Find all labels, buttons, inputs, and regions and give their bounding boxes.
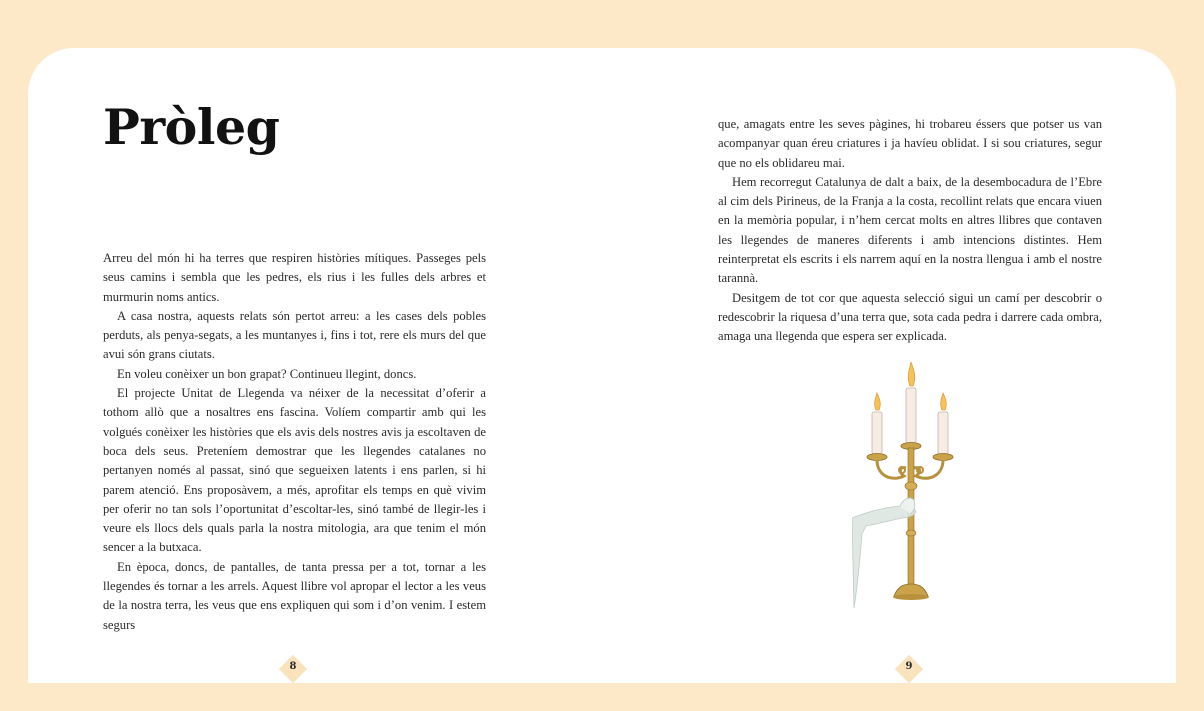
paragraph: En voleu conèixer un bon grapat? Continueu llegint, doncs.	[117, 366, 417, 381]
left-body-text	[103, 249, 486, 635]
candelabra-icon	[852, 358, 982, 608]
page-number-left	[278, 654, 308, 684]
right-page	[602, 48, 1176, 683]
right-body-text	[718, 115, 1102, 347]
page-number-right	[894, 654, 924, 684]
paragraph: Desitgem de tot cor que aquesta selecció sigui un camí per descobrir o redescobrir la riquesa d’una terra que, sota cada pedra i darrere cada ombra, amaga una llegenda que espera ser explicada.	[718, 290, 1102, 344]
paragraph: Hem recorregut Catalunya de dalt a baix, de la desembocadura de l’Ebre al cim dels Pirineus, de la Franja a la costa, recollint relats que encara viuen en la memòria popular, i n’hem cercat molts en altres llibres que contaven les llegendes de maneres diferents i amb intencions distintes. Hem reinterpretat els escrits i els narrem aquí en la nostra llengua i amb el nostre tarannà.	[718, 174, 1102, 286]
paragraph: Arreu del món hi ha terres que respiren històries mítiques. Passeges pels seus camins i sembla que les pedres, els rius i les fulles dels arbres et murmurin noms antics.	[103, 251, 486, 304]
paragraph: El projecte Unitat de Llegenda va néixer de la necessitat d’oferir a tothom allò que a nosaltres ens fascina. Volíem compartir amb qui les volgués conèixer les històries que els avis dels nostres avis ja escoltaven de boca dels seus. Preteníem demostrar que les llegendes catalanes no pertanyen només al passat, sinó que segueixen latents i ens parlen, si hi parem atenció. Ens proposàvem, a més, aprofitar els temps en què vivim per oferir no tan sols l’oportunitat d’escoltar-les, sinó també de llegir-les i veure els llocs dels quals parla la nostra mitologia, ara que tenim el món sencer a la butxaca.	[103, 386, 486, 555]
paragraph: que, amagats entre les seves pàgines, hi trobareu éssers que potser us van acompanyar quan éreu criatures i ja havíeu oblidat. I si sou criatures, segur que no els oblidareu mai.	[718, 117, 1102, 170]
paragraph: A casa nostra, aquests relats són pertot arreu: a les cases dels pobles perduts, als penya-segats, a les muntanyes i, fins i tot, rere els murs del que avui són grans ciutats.	[103, 308, 486, 362]
paragraph: En època, doncs, de pantalles, de tanta pressa per a tot, tornar a les llegendes és tornar a les arrels. Aquest llibre vol apropar el lector a les veus de la nostra terra, les veus que ens expliquen qui som i d’on venim. I estem segurs	[103, 559, 486, 632]
page-number-label: 8	[289, 661, 297, 672]
book-spread	[28, 48, 1176, 683]
left-page	[28, 48, 602, 683]
page-number-label: 9	[905, 661, 913, 672]
page-title: Pròleg	[103, 98, 280, 156]
